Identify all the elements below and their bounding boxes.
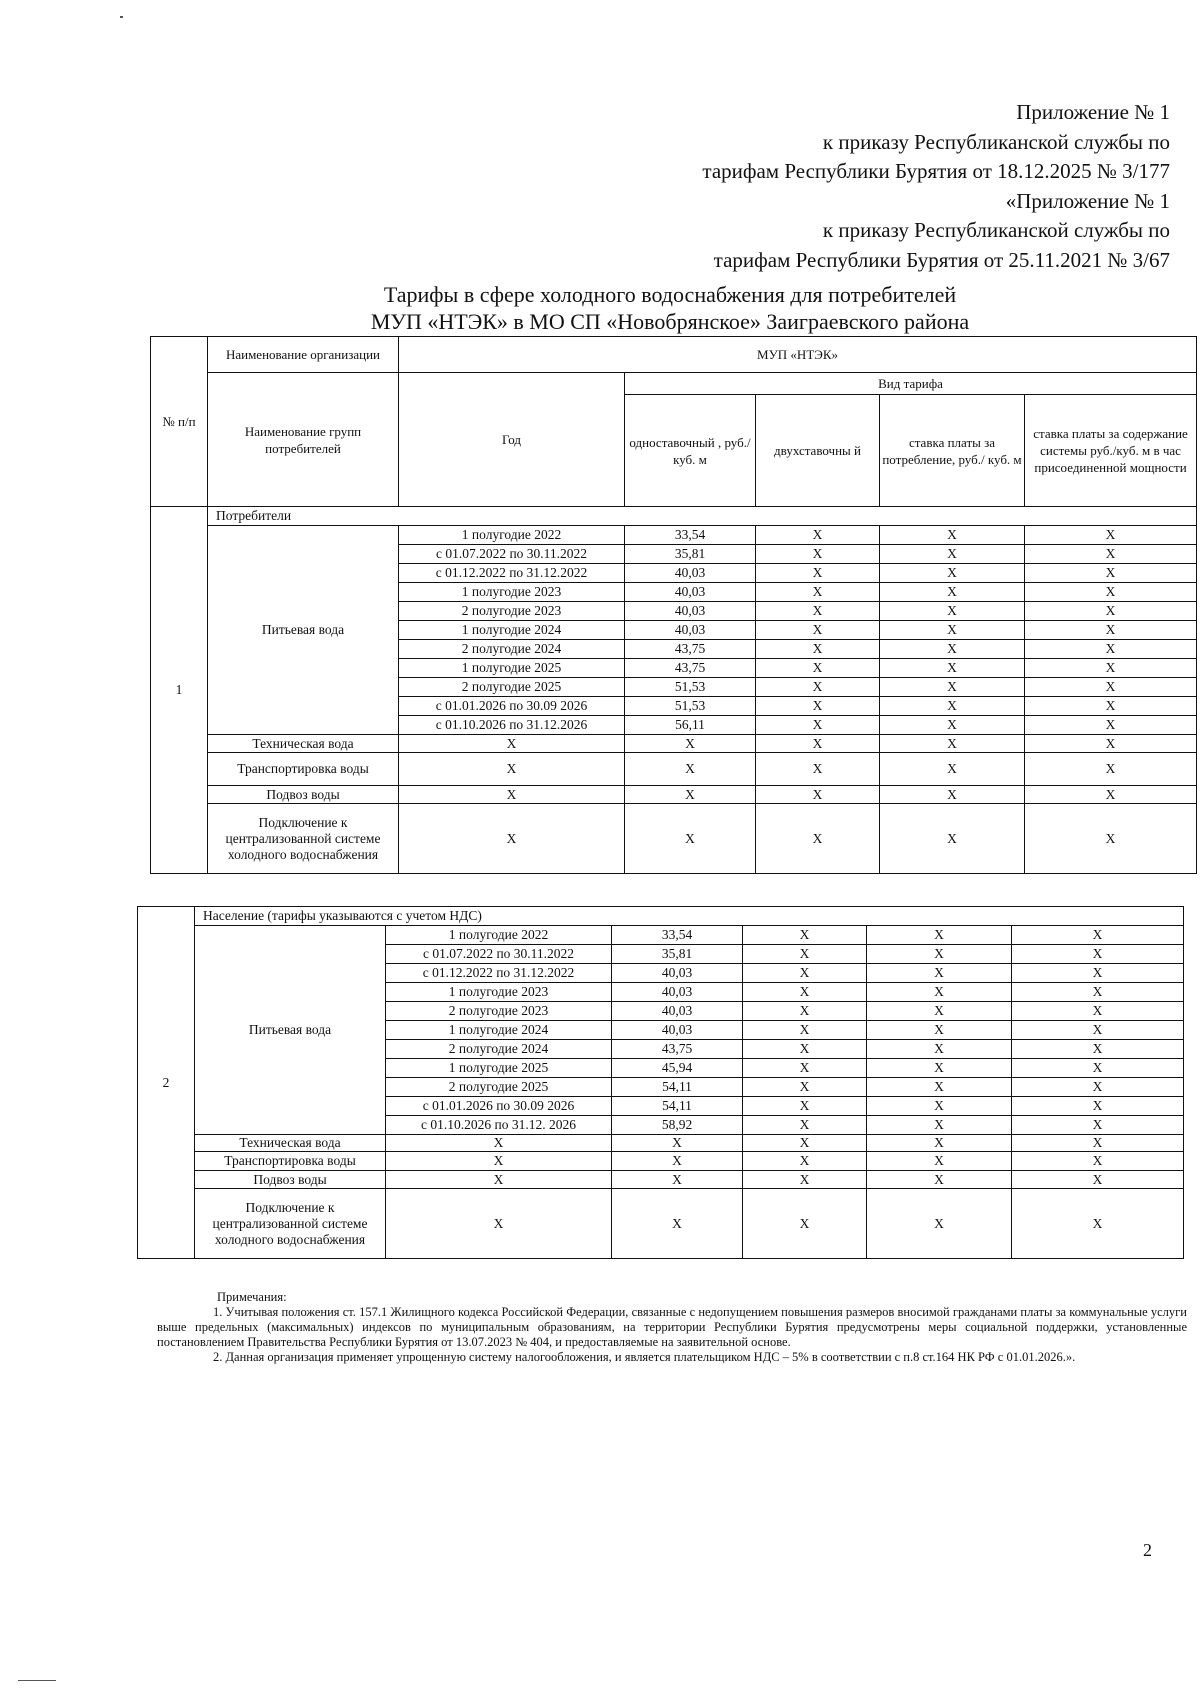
period-cell: 1 полугодие 2023 [399,583,625,602]
maintenance-rate-value: Х [1012,945,1184,964]
maintenance-rate-value: Х [1025,564,1197,583]
section-title-row [138,907,1184,926]
period-cell: 2 полугодие 2023 [386,1002,612,1021]
tariff-cell: Х [880,753,1025,786]
single-rate-value: 35,81 [612,945,743,964]
group-label: Подключение к централизованной системе холодного водоснабжения [195,1189,386,1259]
maintenance-rate-value: Х [1025,659,1197,678]
header-year-label: Год [399,373,625,507]
consumption-rate-value: Х [880,545,1025,564]
period-cell: 1 полугодие 2023 [386,983,612,1002]
header-org-name: МУП «НТЭК» [399,337,1197,373]
group-label: Техническая вода [195,1135,386,1152]
maintenance-rate-value: Х [1012,1021,1184,1040]
single-rate-value: 43,75 [625,659,756,678]
tariff-cell: Х [625,735,756,753]
header-line: Приложение № 1 [1016,100,1170,124]
header-group-label: Наименование групп потребителей [208,373,399,507]
maintenance-rate-value: Х [1012,983,1184,1002]
section-number: 1 [151,507,208,874]
consumption-rate-value: Х [880,526,1025,545]
title-line: МУП «НТЭК» в МО СП «Новобрянское» Заиграевского района [370,309,970,334]
maintenance-rate-value: Х [1025,640,1197,659]
single-rate-value: 58,92 [612,1116,743,1135]
tariff-cell: Х [399,786,625,804]
table-row [151,526,1197,545]
maintenance-rate-value: Х [1025,678,1197,697]
group-label-drinking-water: Питьевая вода [208,526,399,735]
two-rate-value: Х [743,1040,867,1059]
consumption-rate-value: Х [880,621,1025,640]
header-col-maintenance-rate: ставка платы за содержание системы руб./куб. м в час присоединенной мощности [1025,395,1197,507]
group-label-drinking-water: Питьевая вода [195,926,386,1135]
header-num: № п/п [151,337,208,507]
single-rate-value: 54,11 [612,1078,743,1097]
header-line: тарифам Республики Бурятия от 25.11.2021 № 3/67 [713,247,1170,272]
group-label: Подвоз воды [208,786,399,804]
table-row [151,753,1197,786]
two-rate-value: Х [756,526,880,545]
maintenance-rate-value: Х [1012,964,1184,983]
maintenance-rate-value: Х [1012,1116,1184,1135]
tariff-cell: Х [612,1152,743,1171]
consumption-rate-value: Х [867,945,1012,964]
scan-speck [120,16,123,18]
header-line: тарифам Республики Бурятия от 18.12.2025 № 3/177 [702,159,1170,183]
maintenance-rate-value: Х [1012,1002,1184,1021]
header-col-consumption-rate: ставка платы за потребление, руб./ куб. м [880,395,1025,507]
period-cell: с 01.10.2026 по 31.12.2026 [399,716,625,735]
two-rate-value: Х [756,564,880,583]
single-rate-value: 40,03 [612,983,743,1002]
group-label: Подключение к централизованной системе холодного водоснабжения [208,804,399,874]
tariff-cell: Х [1025,804,1197,874]
single-rate-value: 40,03 [625,583,756,602]
two-rate-value: Х [743,1021,867,1040]
single-rate-value: 40,03 [612,964,743,983]
tariff-cell: Х [743,1171,867,1189]
two-rate-value: Х [756,583,880,602]
single-rate-value: 40,03 [625,621,756,640]
notes-heading: Примечания: [217,1290,287,1304]
group-label: Техническая вода [208,735,399,753]
maintenance-rate-value: Х [1025,526,1197,545]
period-cell: 1 полугодие 2024 [399,621,625,640]
header-col-two-rate: двухставочны й [756,395,880,507]
maintenance-rate-value: Х [1012,1040,1184,1059]
tariff-cell: Х [1025,735,1197,753]
period-cell: с 01.01.2026 по 30.09 2026 [399,697,625,716]
consumption-rate-value: Х [867,1097,1012,1116]
period-cell: 1 полугодие 2022 [386,926,612,945]
tariff-cell: Х [867,1135,1012,1152]
table-row [151,735,1197,753]
tariff-table-body [151,337,1197,874]
two-rate-value: Х [756,716,880,735]
period-cell: 2 полугодие 2024 [386,1040,612,1059]
tariff-cell: Х [880,786,1025,804]
table-row [138,1189,1184,1259]
consumption-rate-value: Х [880,716,1025,735]
tariff-cell: Х [1012,1171,1184,1189]
tariff-cell: Х [867,1152,1012,1171]
maintenance-rate-value: Х [1025,697,1197,716]
tariff-cell: Х [880,804,1025,874]
tariff-cell: Х [867,1189,1012,1259]
period-cell: 2 полугодие 2024 [399,640,625,659]
two-rate-value: Х [756,697,880,716]
single-rate-value: 35,81 [625,545,756,564]
header-line: «Приложение № 1 [1005,188,1170,213]
tariff-cell: Х [756,804,880,874]
period-cell: 2 полугодие 2025 [386,1078,612,1097]
period-cell: 2 полугодие 2025 [399,678,625,697]
consumption-rate-value: Х [867,1078,1012,1097]
page-number: 2 [1143,1540,1152,1560]
period-cell: 1 полугодие 2024 [386,1021,612,1040]
maintenance-rate-value: Х [1025,583,1197,602]
table-row [138,926,1184,945]
consumption-rate-value: Х [867,964,1012,983]
tariff-cell: Х [756,753,880,786]
single-rate-value: 45,94 [612,1059,743,1078]
header-col-single-rate: одноставочный , руб./ куб. м [625,395,756,507]
period-cell: с 01.10.2026 по 31.12. 2026 [386,1116,612,1135]
maintenance-rate-value: Х [1025,621,1197,640]
tariff-cell: Х [625,786,756,804]
section-number: 2 [138,907,195,1259]
tariff-table-body [138,907,1184,1259]
period-cell: 1 полугодие 2025 [386,1059,612,1078]
tariff-cell: Х [612,1135,743,1152]
single-rate-value: 40,03 [625,602,756,621]
tariff-cell: Х [386,1135,612,1152]
tariff-table-section-2 [137,906,1184,1259]
consumption-rate-value: Х [867,1116,1012,1135]
maintenance-rate-value: Х [1025,545,1197,564]
title-line: Тарифы в сфере холодного водоснабжения для потребителей [383,282,957,307]
period-cell: с 01.07.2022 по 30.11.2022 [386,945,612,964]
scan-speck [18,1680,56,1681]
document-title [320,281,1020,335]
consumption-rate-value: Х [880,640,1025,659]
tariff-cell: Х [399,753,625,786]
two-rate-value: Х [756,640,880,659]
consumption-rate-value: Х [880,583,1025,602]
tariff-cell: Х [867,1171,1012,1189]
tariff-cell: Х [756,786,880,804]
two-rate-value: Х [756,678,880,697]
table-row [138,1135,1184,1152]
maintenance-rate-value: Х [1012,1078,1184,1097]
tariff-cell: Х [743,1152,867,1171]
header-line: к приказу Республиканской службы по [822,129,1170,154]
single-rate-value: 40,03 [612,1021,743,1040]
consumption-rate-value: Х [867,1040,1012,1059]
tariff-cell: Х [625,804,756,874]
table-row [151,786,1197,804]
table-row [138,1171,1184,1189]
two-rate-value: Х [743,983,867,1002]
tariff-cell: Х [1012,1189,1184,1259]
period-cell: с 01.01.2026 по 30.09 2026 [386,1097,612,1116]
tariff-cell: Х [386,1152,612,1171]
note-item: 1. Учитывая положения ст. 157.1 Жилищного кодекса Российской Федерации, связанные с недопущением повышения размеров вносимой гражданами платы за коммунальные услуги выше предельных (максимальных) индексов по муниципальным образованиям, на территории Республики Бурятия предусмотрены меры социальной поддержки, установленные постановлением Правительства Республики Бурятия от 13.07.2023 № 404, и предоставляемые на заявительной основе. [157,1305,1187,1349]
consumption-rate-value: Х [880,678,1025,697]
single-rate-value: 51,53 [625,697,756,716]
two-rate-value: Х [756,545,880,564]
section-title: Население (тарифы указываются с учетом НДС) [195,907,1184,926]
two-rate-value: Х [743,1097,867,1116]
tariff-table-section-1 [150,336,1197,874]
group-label: Транспортировка воды [195,1152,386,1171]
two-rate-value: Х [743,1116,867,1135]
single-rate-value: 33,54 [612,926,743,945]
group-label: Подвоз воды [195,1171,386,1189]
consumption-rate-value: Х [867,983,1012,1002]
consumption-rate-value: Х [867,1021,1012,1040]
tariff-cell: Х [1012,1135,1184,1152]
tariff-cell: Х [1012,1152,1184,1171]
single-rate-value: 56,11 [625,716,756,735]
two-rate-value: Х [756,602,880,621]
section-title: Потребители [208,507,1197,526]
tariff-cell: Х [625,753,756,786]
note-item: 2. Данная организация применяет упрощенную систему налогообложения, и является плательщиком НДС – 5% в соответствии с п.8 ст.164 НК РФ с 01.01.2026.». [213,1350,1076,1364]
table-row [138,1152,1184,1171]
two-rate-value: Х [743,926,867,945]
maintenance-rate-value: Х [1012,926,1184,945]
consumption-rate-value: Х [880,564,1025,583]
two-rate-value: Х [756,621,880,640]
tariff-cell: Х [1025,786,1197,804]
single-rate-value: 33,54 [625,526,756,545]
maintenance-rate-value: Х [1012,1059,1184,1078]
two-rate-value: Х [743,945,867,964]
single-rate-value: 54,11 [612,1097,743,1116]
two-rate-value: Х [743,1059,867,1078]
tariff-cell: Х [612,1171,743,1189]
maintenance-rate-value: Х [1025,716,1197,735]
two-rate-value: Х [743,1078,867,1097]
tariff-cell: Х [743,1135,867,1152]
tariff-cell: Х [399,735,625,753]
table-row [151,804,1197,874]
consumption-rate-value: Х [867,926,1012,945]
period-cell: с 01.12.2022 по 31.12.2022 [386,964,612,983]
period-cell: 1 полугодие 2025 [399,659,625,678]
tariff-cell: Х [743,1189,867,1259]
consumption-rate-value: Х [867,1002,1012,1021]
tariff-cell: Х [386,1171,612,1189]
maintenance-rate-value: Х [1025,602,1197,621]
header-line: к приказу Республиканской службы по [822,218,1170,242]
group-label: Транспортировка воды [208,753,399,786]
tariff-cell: Х [756,735,880,753]
single-rate-value: 43,75 [612,1040,743,1059]
tariff-cell: Х [399,804,625,874]
tariff-cell: Х [880,735,1025,753]
two-rate-value: Х [756,659,880,678]
notes-block [157,1290,1187,1365]
header-org-label: Наименование организации [208,337,399,373]
single-rate-value: 40,03 [612,1002,743,1021]
tariff-cell: Х [1025,753,1197,786]
consumption-rate-value: Х [880,602,1025,621]
period-cell: 1 полугодие 2022 [399,526,625,545]
single-rate-value: 51,53 [625,678,756,697]
period-cell: с 01.07.2022 по 30.11.2022 [399,545,625,564]
period-cell: 2 полугодие 2023 [399,602,625,621]
period-cell: с 01.12.2022 по 31.12.2022 [399,564,625,583]
tariff-cell: Х [386,1189,612,1259]
single-rate-value: 43,75 [625,640,756,659]
document-header [470,98,1170,275]
header-tariff-type: Вид тарифа [625,373,1197,395]
two-rate-value: Х [743,1002,867,1021]
single-rate-value: 40,03 [625,564,756,583]
maintenance-rate-value: Х [1012,1097,1184,1116]
consumption-rate-value: Х [880,697,1025,716]
consumption-rate-value: Х [867,1059,1012,1078]
two-rate-value: Х [743,964,867,983]
consumption-rate-value: Х [880,659,1025,678]
tariff-cell: Х [612,1189,743,1259]
section-title-row [151,507,1197,526]
